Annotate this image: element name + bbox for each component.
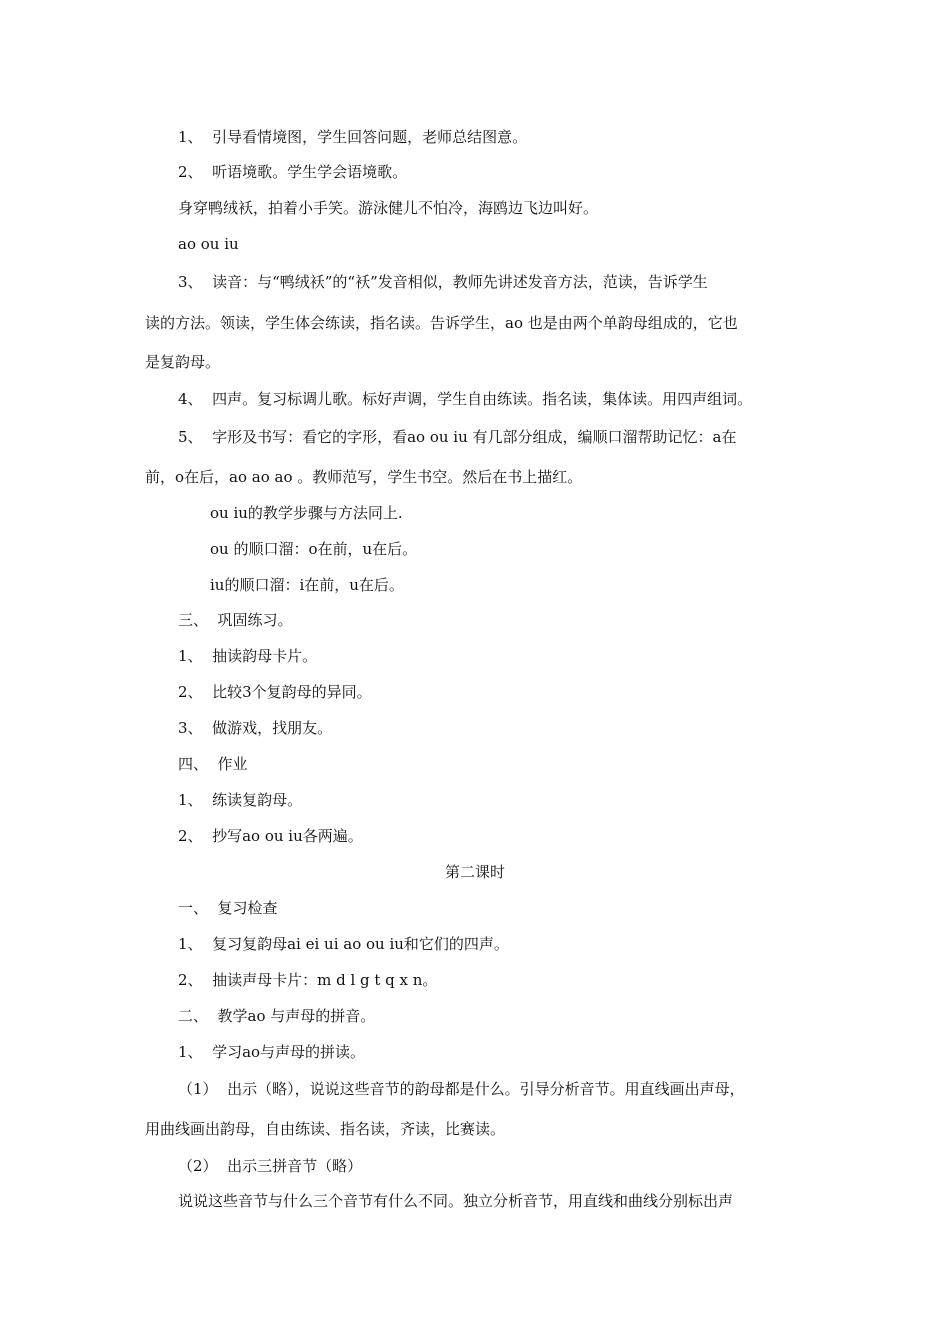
paragraph-line: iu的顺口溜：i在前，u在后。 (210, 576, 404, 594)
paragraph-line: 1、 学习ao与声母的拼读。 (178, 1043, 366, 1061)
paragraph-line: 读的方法。领读，学生体会练读，指名读。告诉学生，ao 也是由两个单韵母组成的，它也 (145, 314, 738, 332)
paragraph-line: 1、 引导看情境图，学生回答问题，老师总结图意。 (178, 128, 528, 146)
paragraph-line: 身穿鸭绒袄，拍着小手笑。游泳健儿不怕冷，海鸥边飞边叫好。 (178, 199, 599, 217)
section-heading: 一、 复习检查 (178, 899, 278, 917)
paragraph-line: 2、 抄写ao ou iu各两遍。 (178, 827, 363, 845)
paragraph-line: 2、 抽读声母卡片：m d l g t q x n。 (178, 971, 438, 989)
section-heading: 三、 巩固练习。 (178, 611, 293, 629)
paragraph-line: （2） 出示三拼音节（略） (178, 1157, 363, 1175)
paragraph-line: 5、 字形及书写：看它的字形，看ao ou iu 有几部分组成，编顺口溜帮助记忆：a在 (178, 428, 737, 446)
paragraph-line: 4、 四声。复习标调儿歌。标好声调，学生自由练读。指名读，集体读。用四声组词。 (178, 390, 753, 408)
paragraph-line: 3、 读音：与“鸭绒袄”的“袄”发音相似，教师先讲述发音方法，范读，告诉学生 (178, 273, 708, 291)
paragraph-line: 2、 比较3个复韵母的异同。 (178, 683, 372, 701)
paragraph-line: 用曲线画出韵母，自由练读、指名读，齐读，比赛读。 (145, 1120, 506, 1138)
paragraph-line: 是复韵母。 (145, 353, 221, 371)
paragraph-line: ao ou iu (178, 235, 239, 253)
section-heading: 四、 作业 (178, 755, 248, 773)
paragraph-line: 1、 复习复韵母ai ei ui ao ou iu和它们的四声。 (178, 935, 509, 953)
paragraph-line: 前，o在后，ao ao ao 。教师范写，学生书空。然后在书上描红。 (145, 468, 583, 486)
paragraph-line: ou 的顺口溜：o在前，u在后。 (210, 540, 418, 558)
paragraph-line: ou iu的教学步骤与方法同上. (210, 504, 403, 522)
paragraph-line: 3、 做游戏，找朋友。 (178, 719, 333, 737)
paragraph-line: 说说这些音节与什么三个音节有什么不同。独立分析音节，用直线和曲线分别标出声 (178, 1192, 734, 1210)
paragraph-line: （1） 出示（略），说说这些音节的韵母都是什么。引导分析音节。用直线画出声母， (178, 1080, 745, 1098)
paragraph-line: 1、 抽读韵母卡片。 (178, 647, 318, 665)
lesson-title: 第二课时 (444, 863, 505, 881)
paragraph-line: 1、 练读复韵母。 (178, 791, 303, 809)
section-heading: 二、 教学ao 与声母的拼音。 (178, 1007, 376, 1025)
paragraph-line: 2、 听语境歌。学生学会语境歌。 (178, 163, 408, 181)
